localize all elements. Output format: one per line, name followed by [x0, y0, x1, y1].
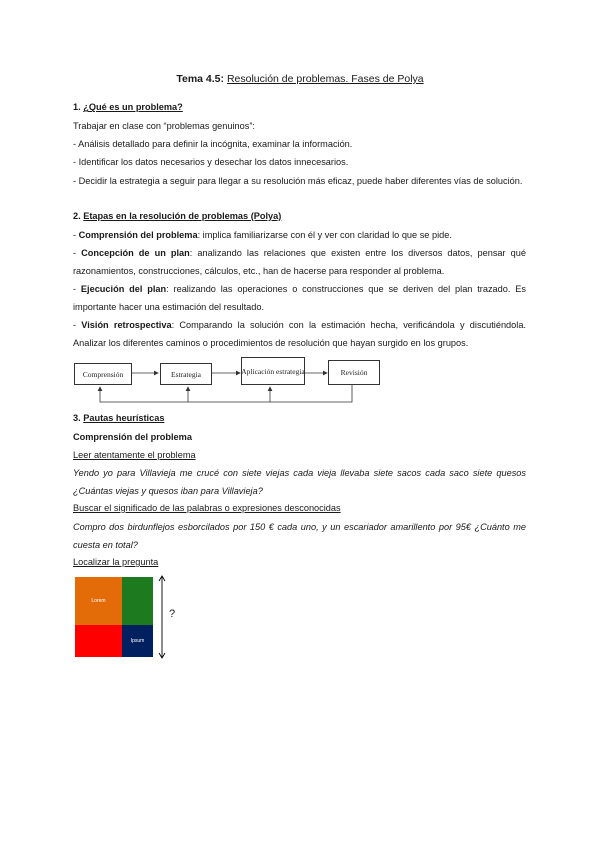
- figure-cell-navy: Ipsum: [122, 625, 153, 657]
- stage-term: Comprensión del problema: [78, 230, 198, 240]
- section-3-title: Pautas heurísticas: [83, 413, 165, 423]
- stage-term: Ejecución del plan: [80, 284, 167, 294]
- flow-box-aplicacion: Aplicación estrategia: [241, 357, 305, 385]
- section-3-subheading: Comprensión del problema: [73, 432, 192, 442]
- page-title: [0, 73, 600, 85]
- figure-cell-orange: Lorem: [75, 577, 122, 625]
- polya-flow-diagram: [72, 355, 382, 405]
- stage-term: Visión retrospectiva: [81, 320, 172, 330]
- title-prefix: Tema 4.5:: [176, 73, 225, 85]
- section-2-title: Etapas en la resolución de problemas (Polya): [83, 211, 282, 221]
- feedback-arrow: [100, 384, 352, 402]
- heuristic-example: Compro dos birdunflejos esborcilados por 150 € cada uno, y un escariador amarillento por 95€ ¿Cuánto me cuesta en total?: [73, 522, 526, 550]
- question-mark: ?: [169, 608, 176, 620]
- flow-box-revision: Revisión: [328, 360, 380, 385]
- locate-question-figure: [75, 577, 155, 657]
- flow-box-estrategia: Estrategia: [160, 363, 212, 385]
- stage-item: - Comprensión del problema: implica familiarizarse con él y ver con claridad lo que se pide.: [73, 230, 452, 240]
- section-3-heading: [73, 413, 164, 423]
- section-2-number: 2.: [73, 211, 81, 221]
- flow-box-comprension: Comprensión: [74, 363, 132, 385]
- heuristic-label: Localizar la pregunta: [73, 557, 159, 567]
- section-1-bullet: - Identificar los datos necesarios y desechar los datos innecesarios.: [73, 157, 349, 167]
- stage-term: Concepción de un plan: [81, 248, 190, 258]
- height-measure-arrow: [157, 575, 167, 659]
- stage-item: - Visión retrospectiva: Comparando la solución con la estimación hecha, verificándola y discutiéndola. Analizar los diferentes caminos o procedimientos de resolución que hayan surgido en los grupos.: [73, 320, 526, 348]
- section-1-bullet: - Decidir la estrategia a seguir para llegar a su resolución más eficaz, puede haber diferentes vías de solución.: [73, 176, 523, 186]
- section-1-bullet: - Análisis detallado para definir la incógnita, examinar la información.: [73, 139, 353, 149]
- heuristic-example: Yendo yo para Villavieja me crucé con siete viejas cada vieja llevaba siete sacos cada saco siete quesos ¿Cuántas viejas y quesos iban para Villavieja?: [73, 468, 526, 496]
- section-1-title: ¿Qué es un problema?: [83, 102, 183, 112]
- section-2-heading: [73, 211, 281, 221]
- section-1-number: 1.: [73, 102, 81, 112]
- stage-item: - Ejecución del plan: realizando las operaciones o construcciones que se deriven del plan trazado. Es importante hacer una estimación del resultado.: [73, 284, 526, 312]
- section-1-intro: Trabajar en clase con “problemas genuinos”:: [73, 121, 255, 131]
- title-text: Resolución de problemas. Fases de Polya: [226, 73, 424, 85]
- heuristic-label: Leer atentamente el problema: [73, 450, 196, 460]
- figure-cell-green: [122, 577, 153, 625]
- heuristic-label: Buscar el significado de las palabras o expresiones desconocidas: [73, 503, 341, 513]
- section-3-number: 3.: [73, 413, 81, 423]
- stage-item: - Concepción de un plan: analizando las relaciones que existen entre los diversos datos, pensar qué razonamientos, construcciones, cálculos, etc., han de hacerse para responder al problema.: [73, 248, 526, 276]
- section-1-heading: [73, 102, 183, 112]
- figure-cell-red: [75, 625, 122, 657]
